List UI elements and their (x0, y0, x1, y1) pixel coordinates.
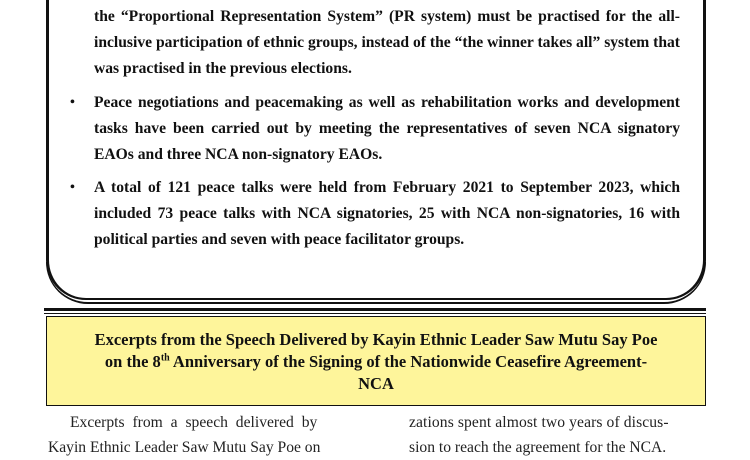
section-heading-banner (46, 316, 706, 406)
body-line: zations spent almost two years of discus- (409, 414, 669, 431)
body-line: sion to reach the agreement for the NCA. (409, 439, 667, 456)
bullet-item (68, 175, 680, 252)
body-line: Kayin Ethnic Leader Saw Mutu Say Poe on (48, 439, 321, 456)
banner-line: NCA (358, 374, 394, 393)
summary-lead-paragraph: the “Proportional Representation System” (PR system) must be practised for the all-inclusive participation of ethnic groups, instead of the “the winner takes all” system that was practised in the previous elections. (94, 8, 680, 77)
bullet-text: A total of 121 peace talks were held from February 2021 to September 2023, which included 73 peace talks with NCA signatories, 25 with NCA non-signatories, 16 with political parties and seven with peace facilitator groups. (94, 179, 680, 248)
bullet-dot-icon: • (70, 180, 75, 196)
body-line: Excerpts from a speech delivered by (70, 414, 318, 431)
ordinal-superscript: th (160, 352, 170, 364)
body-column-right (409, 410, 705, 460)
bullet-dot-icon: • (70, 95, 75, 110)
summary-bullet-list (68, 90, 680, 261)
bullet-text: Peace negotiations and peacemaking as well as rehabilitation works and development tasks have been carried out by meeting the representatives of seven NCA signatory EAOs and three NCA non-signatory EAOs. (94, 94, 680, 163)
section-divider-thick (44, 308, 706, 311)
banner-line (47, 351, 705, 373)
banner-text: Anniversary of the Signing of the Nationwide Ceasefire Agreement- (169, 352, 648, 371)
bullet-item (68, 90, 680, 167)
body-column-left (48, 410, 362, 460)
section-divider-thin (44, 313, 706, 314)
banner-text: on the 8 (104, 352, 161, 371)
banner-line: Excerpts from the Speech Delivered by Kayin Ethnic Leader Saw Mutu Say Poe (94, 330, 658, 349)
